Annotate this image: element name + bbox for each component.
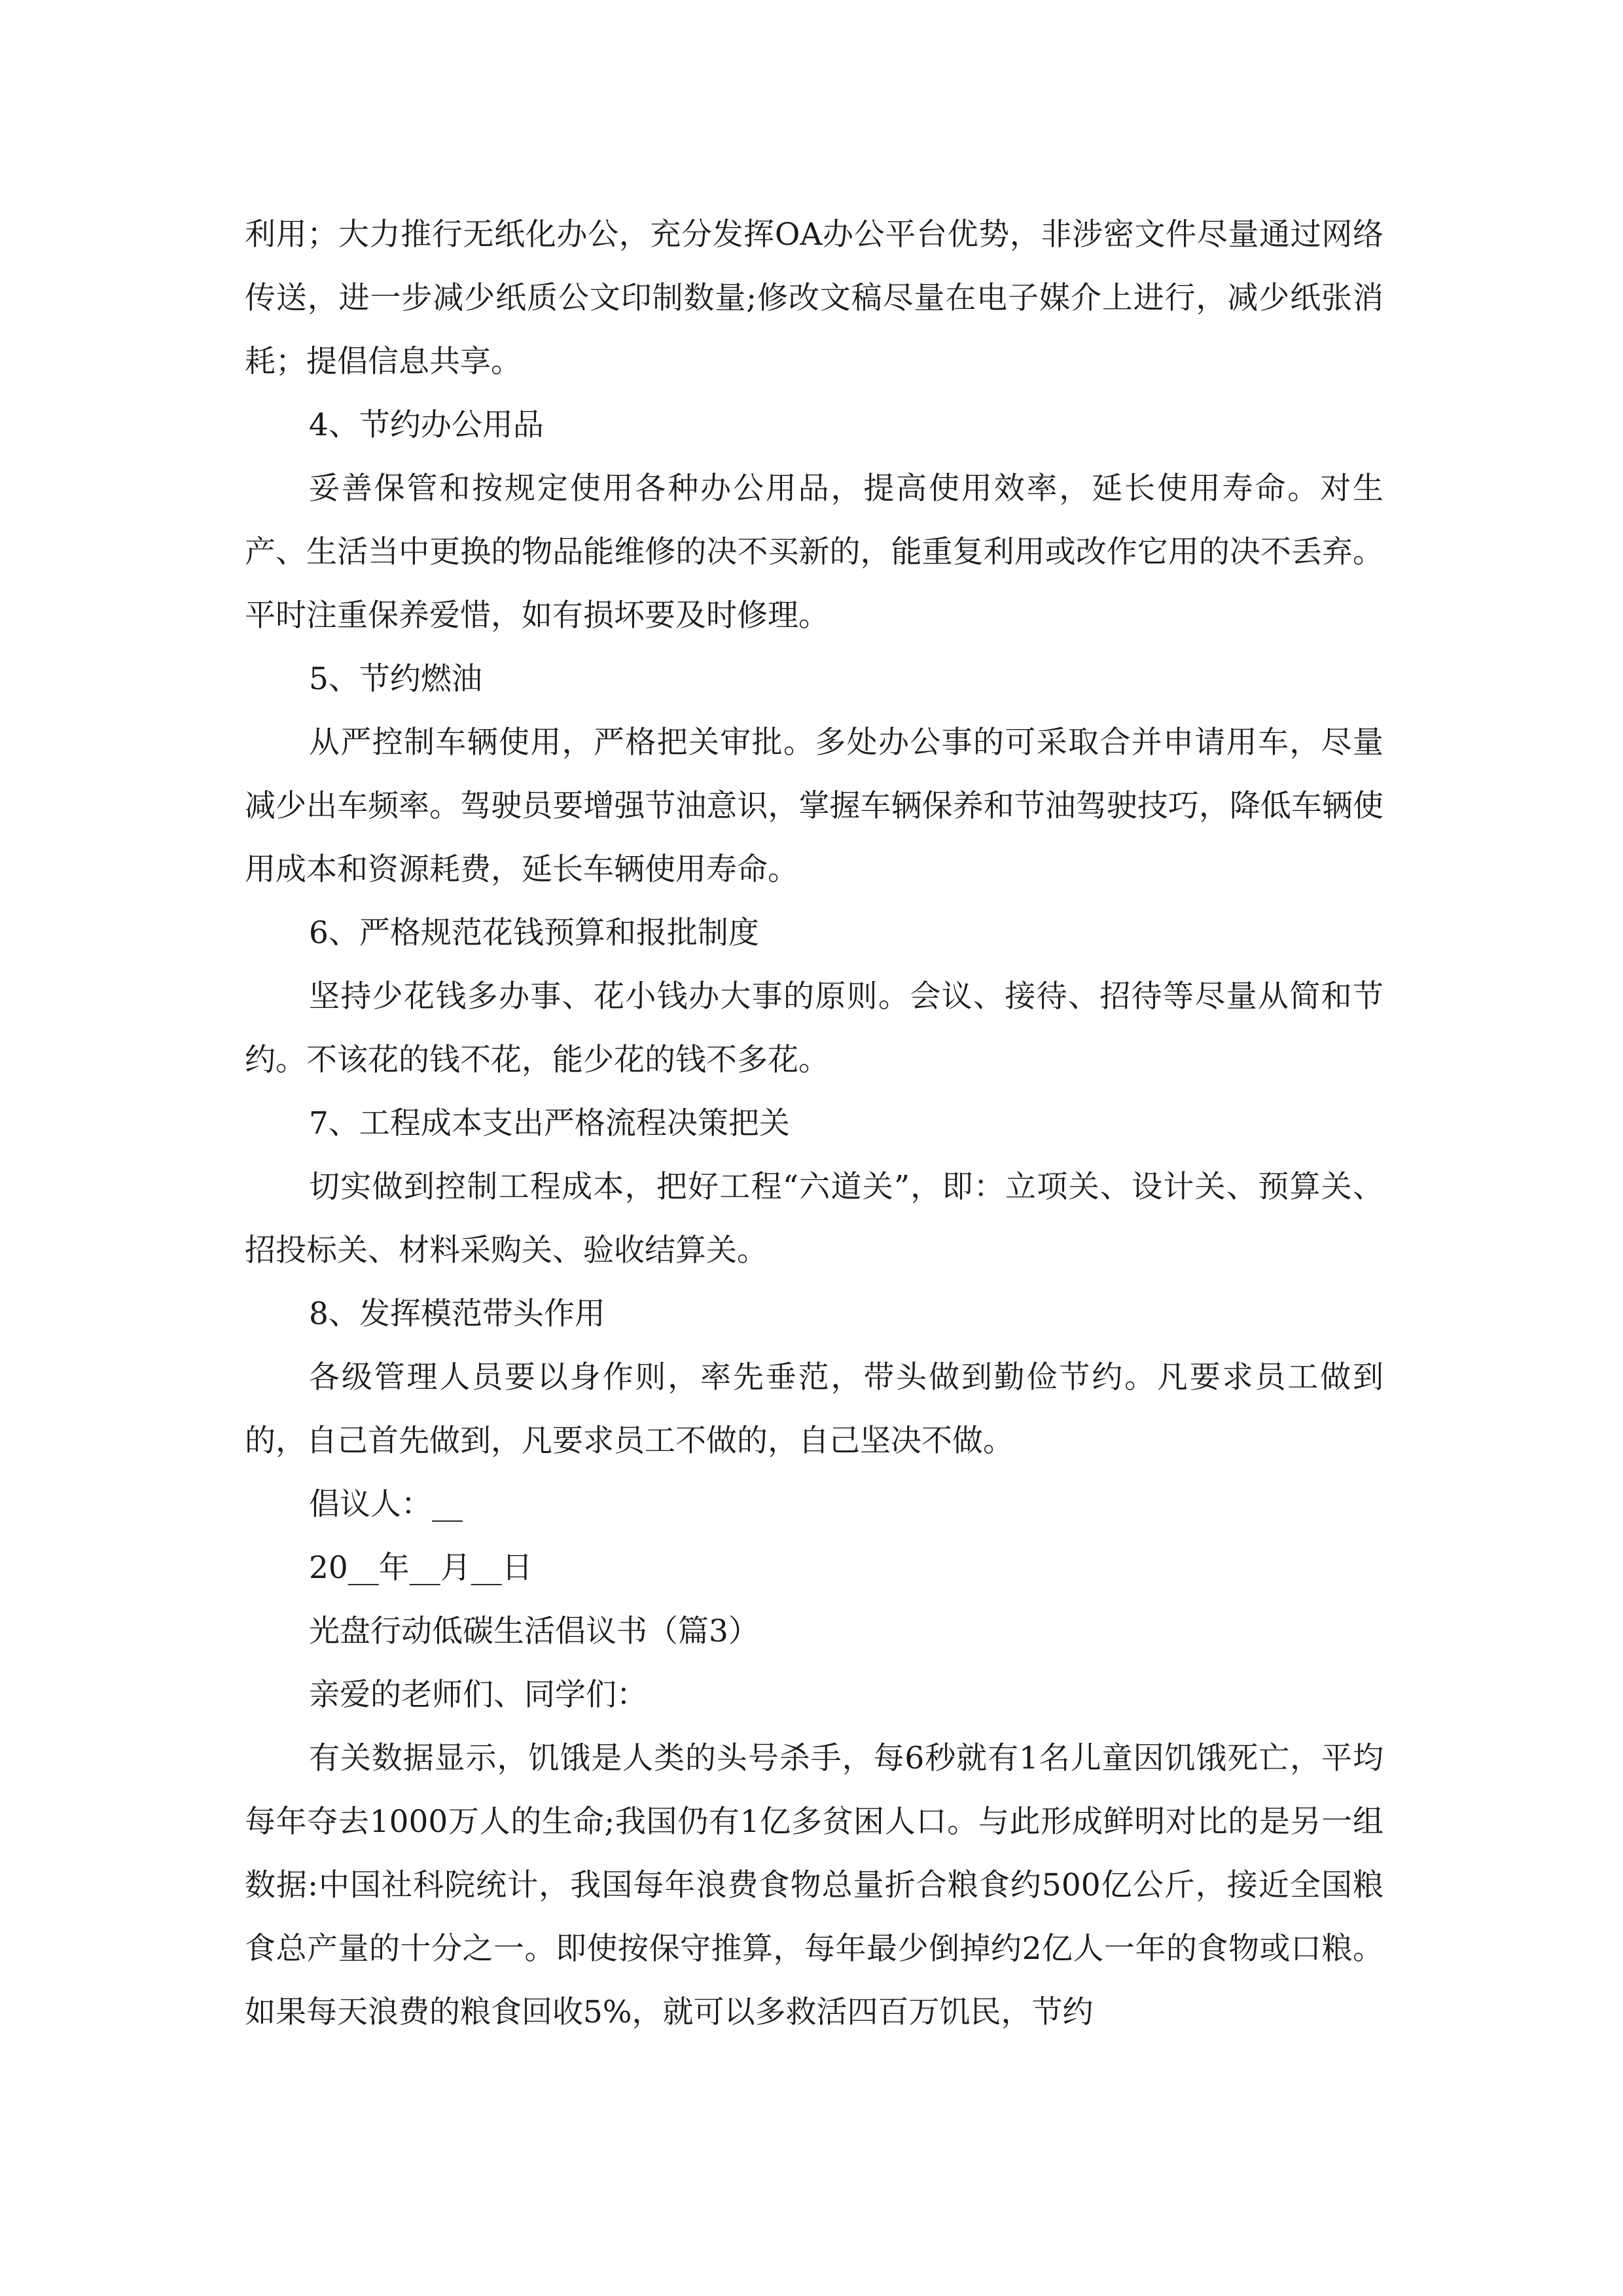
paragraph-project-cost: 切实做到控制工程成本，把好工程“六道关”，即：立项关、设计关、预算关、招投标关、材料采购关、验收结算关。	[245, 1169, 1383, 1268]
document-body	[245, 203, 1383, 2044]
paragraph-role-model: 各级管理人员要以身作则，率先垂范，带头做到勤俭节约。凡要求员工做到的，自己首先做到，凡要求员工不做的，自己坚决不做。	[245, 1359, 1383, 1459]
paragraph-budget: 坚持少花钱多办事、花小钱办大事的原则。会议、接待、招待等尽量从简和节约。不该花的钱不花，能少花的钱不多花。	[245, 978, 1383, 1078]
heading-project-cost: 7、工程成本支出严格流程决策把关	[309, 1105, 790, 1141]
date-line: 20__年__月__日	[309, 1550, 533, 1586]
heading-role-model: 8、发挥模范带头作用	[309, 1296, 605, 1332]
paragraph-paperless-office: 利用；大力推行无纸化办公，充分发挥OA办公平台优势，非涉密文件尽量通过网络传送，进一步减少纸质公文印制数量;修改文稿尽量在电子媒介上进行，减少纸张消耗；提倡信息共享。	[245, 217, 1383, 380]
heading-office-supplies: 4、节约办公用品	[309, 407, 544, 443]
heading-budget: 6、严格规范花钱预算和报批制度	[309, 915, 759, 951]
paragraph-hunger-data: 有关数据显示，饥饿是人类的头号杀手，每6秒就有1名儿童因饥饿死亡，平均每年夺去1000万人的生命;我国仍有1亿多贫困人口。与此形成鲜明对比的是另一组数据:中国社科院统计，我国每年浪费食物总量折合粮食约500亿公斤，接近全国粮食总产量的十分之一。即使按保守推算，每年最少倒掉约2亿人一年的食物或口粮。如果每天浪费的粮食回收5%，就可以多救活四百万饥民，节约	[245, 1740, 1383, 2030]
paragraph-fuel: 从严控制车辆使用，严格把关审批。多处办公事的可采取合并申请用车，尽量减少出车频率。驾驶员要增强节油意识，掌握车辆保养和节油驾驶技巧，降低车辆使用成本和资源耗费，延长车辆使用寿命。	[245, 725, 1383, 888]
salutation: 亲爱的老师们、同学们：	[309, 1677, 647, 1713]
heading-fuel: 5、节约燃油	[309, 661, 482, 697]
signature-line: 倡议人：__	[309, 1486, 463, 1522]
paragraph-office-supplies: 妥善保管和按规定使用各种办公用品，提高使用效率，延长使用寿命。对生产、生活当中更换的物品能维修的决不买新的，能重复利用或改作它用的决不丢弃。平时注重保养爱惜，如有损坏要及时修理。	[245, 471, 1383, 634]
section-title-part3: 光盘行动低碳生活倡议书（篇3）	[309, 1613, 759, 1649]
